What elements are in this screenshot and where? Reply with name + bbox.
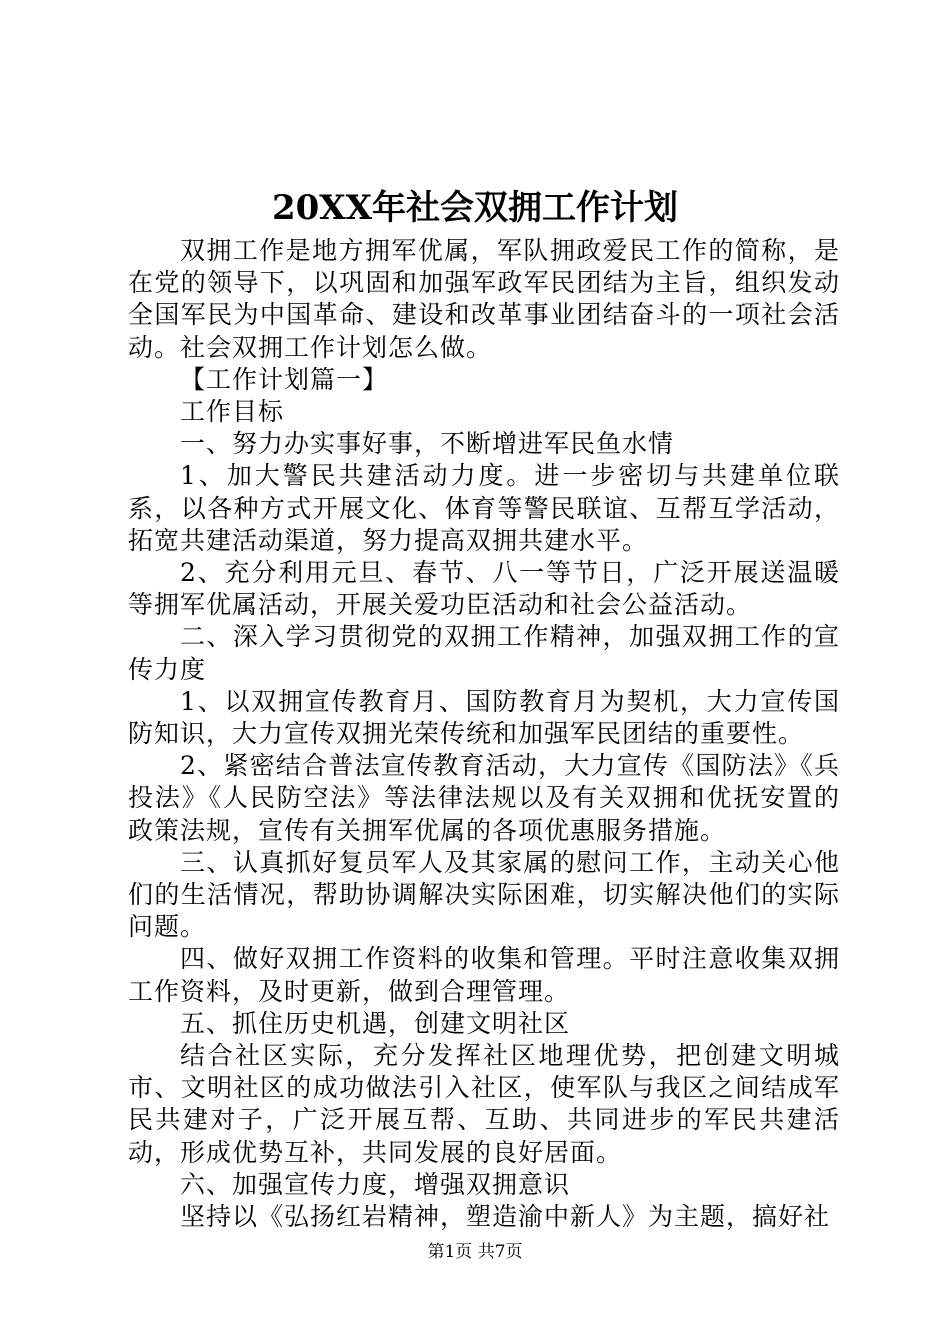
- section-heading-6: 六、加强宣传力度，增强双拥意识: [180, 1169, 571, 1199]
- section-4: 四、做好双拥工作资料的收集和管理。平时注意收集双拥工作资料，及时更新，做到合理管理。: [128, 944, 840, 1006]
- document-body: [128, 235, 840, 1233]
- section-heading-1: 一、努力办实事好事，不断增进军民鱼水情: [180, 429, 675, 459]
- section-heading-goals: 工作目标: [180, 397, 285, 427]
- page-footer: 第1页 共7页: [427, 1242, 523, 1262]
- section-heading-2: 二、深入学习贯彻党的双拥工作精神，加强双拥工作的宣传力度: [128, 622, 840, 684]
- paragraph-5: 结合社区实际，充分发挥社区地理优势，把创建文明城市、文明社区的成功做法引入社区，使军队与我区之间结成军民共建对子，广泛开展互帮、互助、共同进步的军民共建活动，形成优势互补，共同发展的良好居面。: [128, 1041, 840, 1167]
- paragraph-2-2: 2、紧密结合普法宣传教育活动，大力宣传《国防法》《兵投法》《人民防空法》等法律法规以及有关双拥和优抚安置的政策法规，宣传有关拥军优属的各项优惠服务措施。: [128, 751, 840, 845]
- section-3: 三、认真抓好复员军人及其家属的慰问工作，主动关心他们的生活情况，帮助协调解决实际困难，切实解决他们的实际问题。: [128, 847, 840, 942]
- paragraph-1-2: 2、充分利用元旦、春节、八一等节日，广泛开展送温暖等拥军优属活动，开展关爱功臣活动和社会公益活动。: [128, 558, 840, 620]
- paragraph-6: 坚持以《弘扬红岩精神，塑造渝中新人》为主题，搞好社: [180, 1202, 831, 1232]
- section-heading-5: 五、抓住历史机遇，创建文明社区: [180, 1008, 571, 1038]
- document-title: 20XX年社会双拥工作计划: [271, 188, 679, 228]
- paragraph-2-1: 1、以双拥宣传教育月、国防教育月为契机，大力宣传国防知识，大力宣传双拥光荣传统和加强军民团结的重要性。: [128, 686, 840, 749]
- section-heading-plan-one: 【工作计划篇一】: [180, 364, 389, 394]
- paragraph-1-1: 1、加大警民共建活动力度。进一步密切与共建单位联系，以各种方式开展文化、体育等警民联谊、互帮互学活动，拓宽共建活动渠道，努力提高双拥共建水平。: [128, 461, 840, 555]
- paragraph-intro: 双拥工作是地方拥军优属，军队拥政爱民工作的简称，是在党的领导下，以巩固和加强军政军民团结为主旨，组织发动全国军民为中国革命、建设和改革事业团结奋斗的一项社会活动。社会双拥工作计划怎么做。: [128, 236, 840, 362]
